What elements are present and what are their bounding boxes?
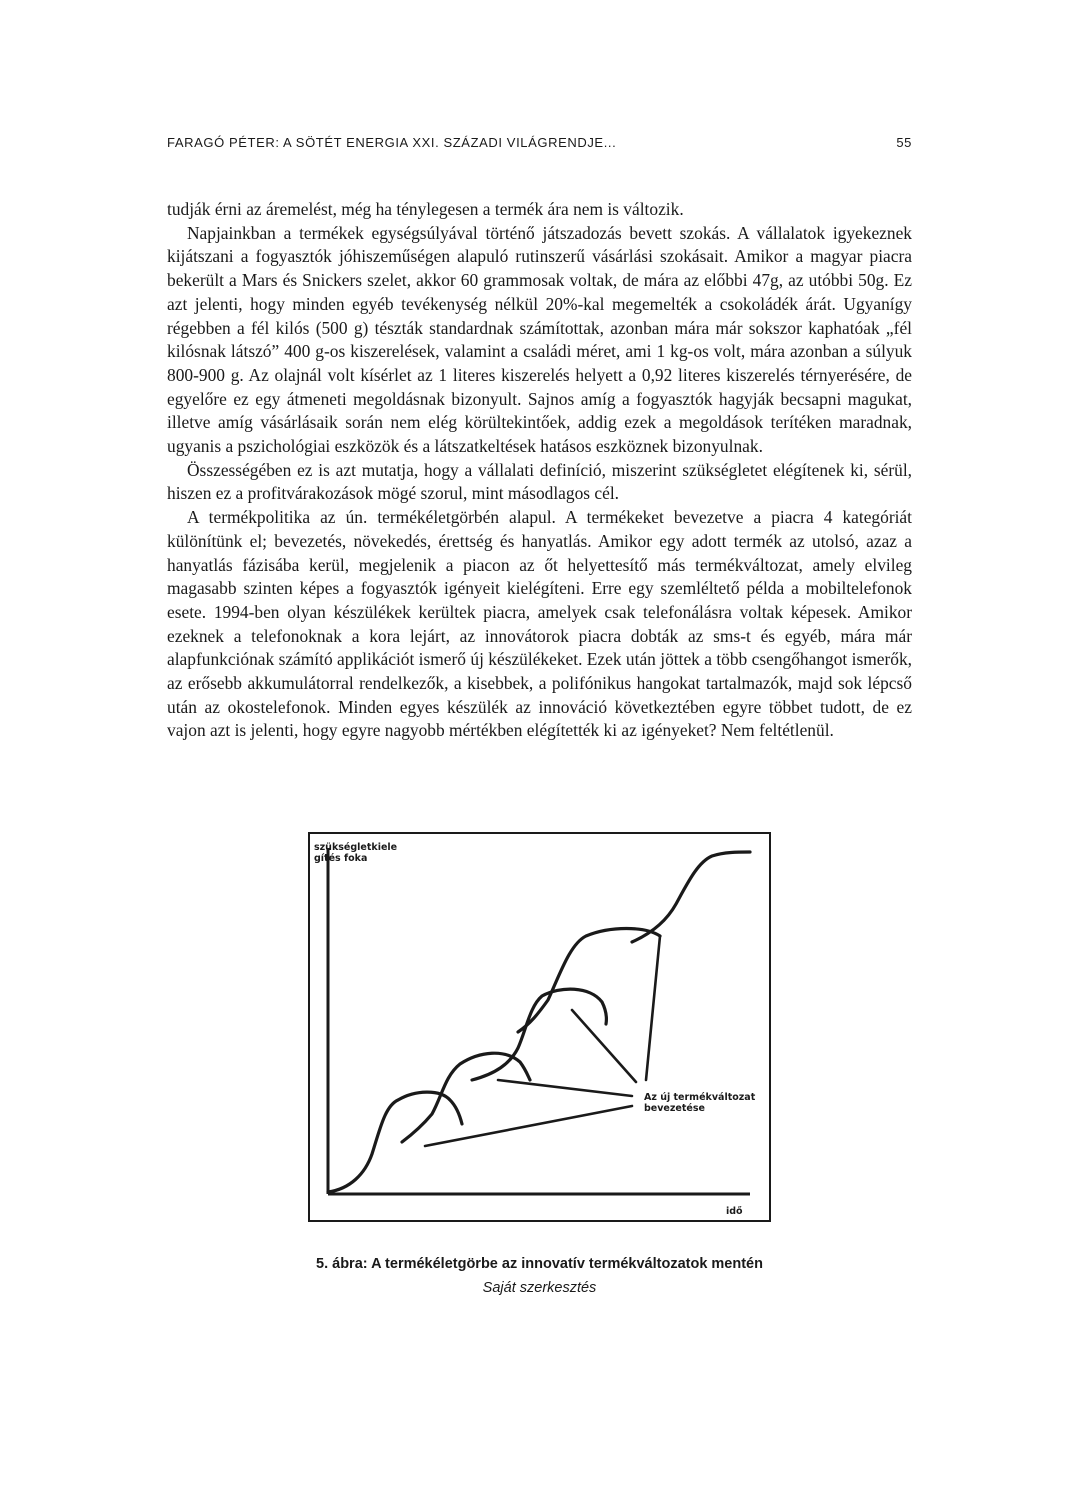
product-lifecycle-diagram [310,834,769,1220]
lifecycle-curve-3 [472,989,606,1080]
running-head [167,135,912,155]
figure-source: Saját szerkesztés [482,1280,597,1296]
pointer-line-2 [498,1080,632,1096]
y-axis-label-line1: szükségletkiele [314,842,398,853]
body-text [167,198,912,743]
pointer-line-4 [646,936,660,1080]
page-number: 55 [896,135,912,150]
annotation-line1: Az új termékváltozat [644,1092,756,1103]
paragraph-1: tudják érni az áremelést, még ha ténylegesen a termék ára nem is változik. [167,199,684,219]
lifecycle-curve-4 [518,929,660,1033]
y-axis-label-line2: gítés foka [314,853,368,864]
pointer-line-1 [425,1106,632,1146]
paragraph-3: Összességében ez is azt mutatja, hogy a vállalati definíció, miszerint szükségletet elégítenek ki, sérül, hiszen ez a profitvárakozások mögé szorul, mint másodlagos cél. [167,459,912,504]
x-axis-label: idő [726,1206,743,1217]
pointer-line-3 [572,1010,636,1082]
running-head-title: FARAGÓ PÉTER: A SÖTÉT ENERGIA XXI. SZÁZADI VILÁGRENDJE... [167,135,617,150]
paragraph-2: Napjainkban a termékek egységsúlyával történő játszadozás bevett szokás. A vállalatok igyekeznek kijátszani a fogyasztók jóhiszeműségen alapuló rutinszerű vásárlási szokásait. Amikor a magyar piacra bekerült a Mars és Snickers szelet, akkor 60 grammosak voltak, de mára az előbbi 47g, az utóbbi 50g. Ez azt jelenti, hogy minden egyéb tevékenység nélkül 20%-kal megemelték a csokoládék árát. Ugyanígy régebben a fél kilós (500 g) tészták standardnak számítottak, azonban mára már sokszor kaphatóak „fél kilósnak látszó” 400 g-os kiszerelések, valamint a családi méret, ami 1 kg-os volt, mára azonban a súlyuk 800-900 g. Az olajnál volt kísérlet az 1 literes kiszerelés helyett a 0,92 literes kiszerelés térnyerésére, de egyelőre ez egy átmeneti megoldásnak bizonyult. Sajnos amíg a fogyasztók hagyják becsapni magukat, illetve amíg vásárlásaik során nem elég körültekintőek, addig ezek a megoldások terítéken maradnak, ugyanis a pszichológiai eszközök és a látszatkeltések hatásos eszköznek bizonyulnak. [167,222,912,457]
paragraph-4: A termékpolitika az ún. termékéletgörbén alapul. A termékeket bevezetve a piacra 4 kategóriát különítünk el; bevezetés, növekedés, érettség és hanyatlás. Amikor egy adott termék az utolsó, azaz a hanyatlás fázisába kerül, megjelenik a piacon az őt helyettesítő más termékváltozat, amely elvileg magasabb szinten képes a fogyasztók igényeit kielégíteni. Erre egy szemléltető példa a mobiltelefonok esete. 1994-ben olyan készülékek kerültek piacra, amelyek csak telefonálásra voltak képesek. Amikor ezeknek a telefonoknak a kora lejárt, az innovátorok piacra dobták az sms-t és egyéb, mára már alapfunkciónak számító applikációt ismerő új készülékeket. Ezek után jöttek a több csengőhangot ismerők, az erősebb akkumulátorral rendelkezők, a kisebbek, a polifónikus hangokat tartalmazók, majd sok lépcső után az okostelefonok. Minden egyes készülék az innováció következtében egyre többet tudott, de ez vajon azt is jelenti, hogy egyre nagyobb mértékben elégítették ki az igényeket? Nem feltétlenül. [167,507,912,741]
figure-caption: 5. ábra: A termékéletgörbe az innovatív termékváltozatok mentén [316,1256,763,1272]
figure-frame [308,832,771,1222]
annotation-line2: bevezetése [644,1103,705,1114]
lifecycle-curve-5 [632,852,750,942]
